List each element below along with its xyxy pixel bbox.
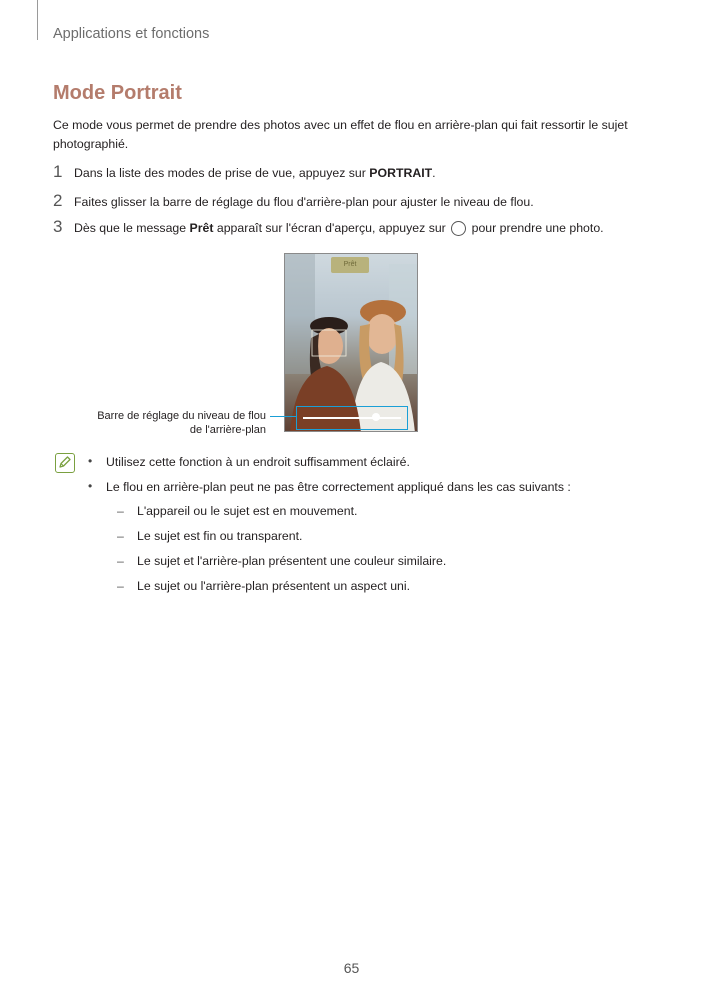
slider-thumb[interactable]: [372, 413, 380, 421]
shutter-button-icon: [451, 221, 466, 236]
margin-rule: [37, 0, 38, 40]
step-number: 2: [53, 191, 63, 210]
step-number: 3: [53, 217, 63, 236]
page-number: 65: [343, 960, 360, 976]
section-header: Applications et fonctions: [53, 26, 210, 42]
blur-slider-callout: Barre de réglage du niveau de flou de l'arrière-plan: [97, 410, 266, 436]
step-text: Faites glisser la barre de réglage du flou d'arrière-plan pour ajuster le niveau de flou.: [74, 195, 534, 209]
note-pencil-icon: [55, 453, 75, 473]
blur-level-slider[interactable]: [296, 406, 408, 430]
intro-paragraph: Ce mode vous permet de prendre des photos avec un effet de flou en arrière-plan qui fait ressortir le sujet photographié.: [53, 118, 628, 151]
step-text: Dès que le message Prêt apparaît sur l'écran d'aperçu, appuyez sur pour prendre une photo.: [74, 221, 604, 235]
slider-track: [303, 417, 401, 419]
step-number: 1: [53, 162, 63, 181]
page-title: Mode Portrait: [53, 82, 182, 104]
step-text: Dans la liste des modes de prise de vue, appuyez sur PORTRAIT.: [74, 166, 436, 180]
ready-badge: Prêt: [331, 257, 369, 273]
callout-leader-line: [270, 416, 296, 417]
